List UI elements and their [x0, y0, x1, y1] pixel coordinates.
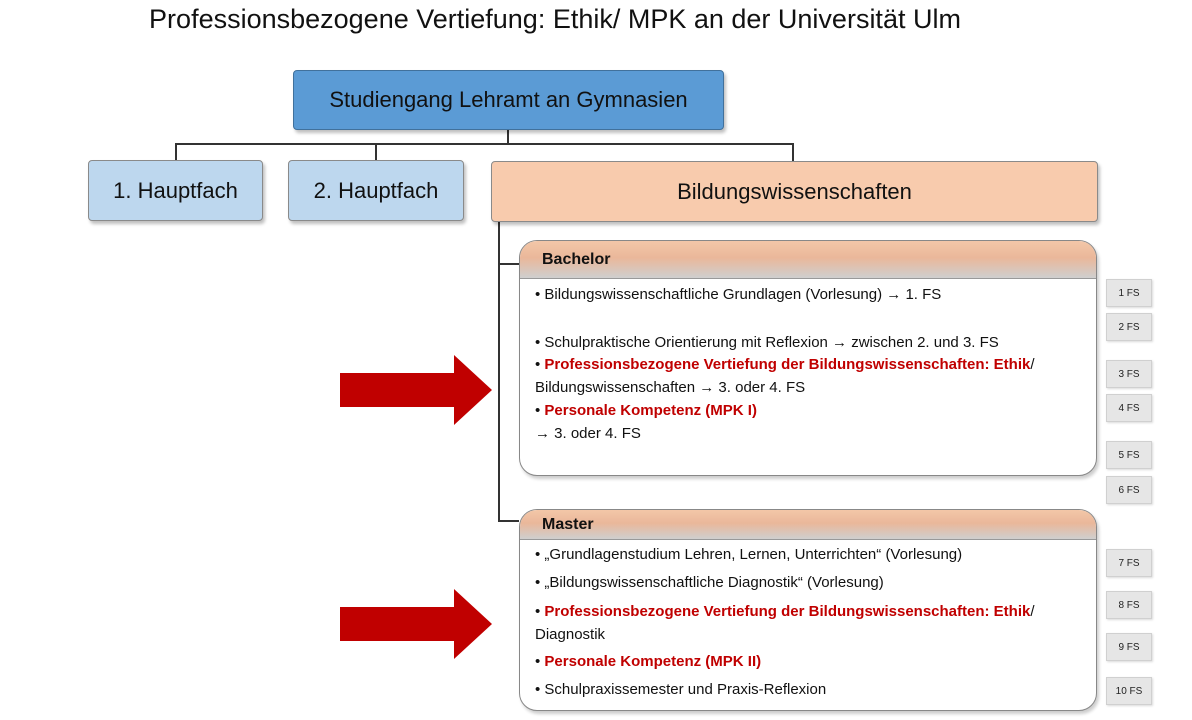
semester-label-5: 5 FS [1106, 441, 1152, 469]
semester-label-8: 8 FS [1106, 591, 1152, 619]
bachelor-item-schulpraktisch: • Schulpraktische Orientierung mit Reflexion → zwischen 2. und 3. FS [535, 334, 999, 351]
master-mpk-highlight: Personale Kompetenz (MPK II) [544, 653, 762, 670]
master-item-ethik [535, 601, 1035, 623]
connector-hauptfach1 [175, 143, 177, 160]
connector-horizontal [175, 143, 794, 145]
master-item-diagnostik: • „Bildungswissenschaftliche Diagnostik“ (Vorlesung) [535, 574, 884, 591]
master-panel [519, 509, 1097, 711]
master-item-mpk [535, 651, 761, 673]
connector-hauptfach2 [375, 143, 377, 160]
bachelor-panel [519, 240, 1097, 476]
red-arrow-master-icon [340, 589, 492, 659]
master-item-grundlagenstudium: • „Grundlagenstudium Lehren, Lernen, Unterrichten“ (Vorlesung) [535, 546, 963, 563]
bullet: • [535, 356, 545, 373]
bachelor-header: Bachelor [520, 241, 1096, 279]
semester-label-1: 1 FS [1106, 279, 1152, 307]
semester-label-10: 10 FS [1106, 677, 1152, 705]
hauptfach-1-box: 1. Hauptfach [88, 160, 263, 221]
master-header: Master [520, 510, 1096, 540]
semester-label-7: 7 FS [1106, 549, 1152, 577]
bachelor-item-ethik [535, 354, 1035, 376]
semester-label-3: 3 FS [1106, 360, 1152, 388]
semester-label-2: 2 FS [1106, 313, 1152, 341]
bachelor-mpk-highlight: Personale Kompetenz (MPK I) [544, 402, 757, 419]
red-arrow-bachelor-icon [340, 355, 492, 425]
semester-label-9: 9 FS [1106, 633, 1152, 661]
bachelor-ethik-slash: / [1030, 356, 1035, 373]
semester-label-4: 4 FS [1106, 394, 1152, 422]
master-item-schulpraxis: • Schulpraxissemester und Praxis-Reflexion [535, 681, 827, 698]
master-ethik-highlight: Professionsbezogene Vertiefung der Bildungswissenschaften: Ethik [544, 603, 1031, 620]
hauptfach-2-box: 2. Hauptfach [288, 160, 464, 221]
connector-bildung [792, 143, 794, 161]
semester-label-6: 6 FS [1106, 476, 1152, 504]
bullet: • [535, 603, 545, 620]
connector-top-down [507, 130, 509, 144]
bullet: • [535, 402, 545, 419]
connector-master [498, 520, 519, 522]
bullet: • [535, 653, 545, 670]
bachelor-mpk-continuation: → 3. oder 4. FS [535, 425, 641, 442]
bildungswissenschaften-box: Bildungswissenschaften [491, 161, 1098, 222]
degree-program-box: Studiengang Lehramt an Gymnasien [293, 70, 724, 130]
master-ethik-continuation: Diagnostik [535, 626, 606, 643]
bachelor-item-mpk [535, 400, 757, 422]
bachelor-ethik-continuation: Bildungswissenschaften → 3. oder 4. FS [535, 379, 806, 396]
connector-bachelor [498, 263, 519, 265]
master-ethik-slash: / [1030, 603, 1035, 620]
bachelor-ethik-highlight: Professionsbezogene Vertiefung der Bildungswissenschaften: Ethik [544, 356, 1031, 373]
connector-bildung-down [498, 222, 500, 521]
page-title: Professionsbezogene Vertiefung: Ethik/ MPK an der Universität Ulm [149, 4, 961, 34]
bachelor-item-grundlagen: • Bildungswissenschaftliche Grundlagen (Vorlesung) → 1. FS [535, 286, 942, 303]
